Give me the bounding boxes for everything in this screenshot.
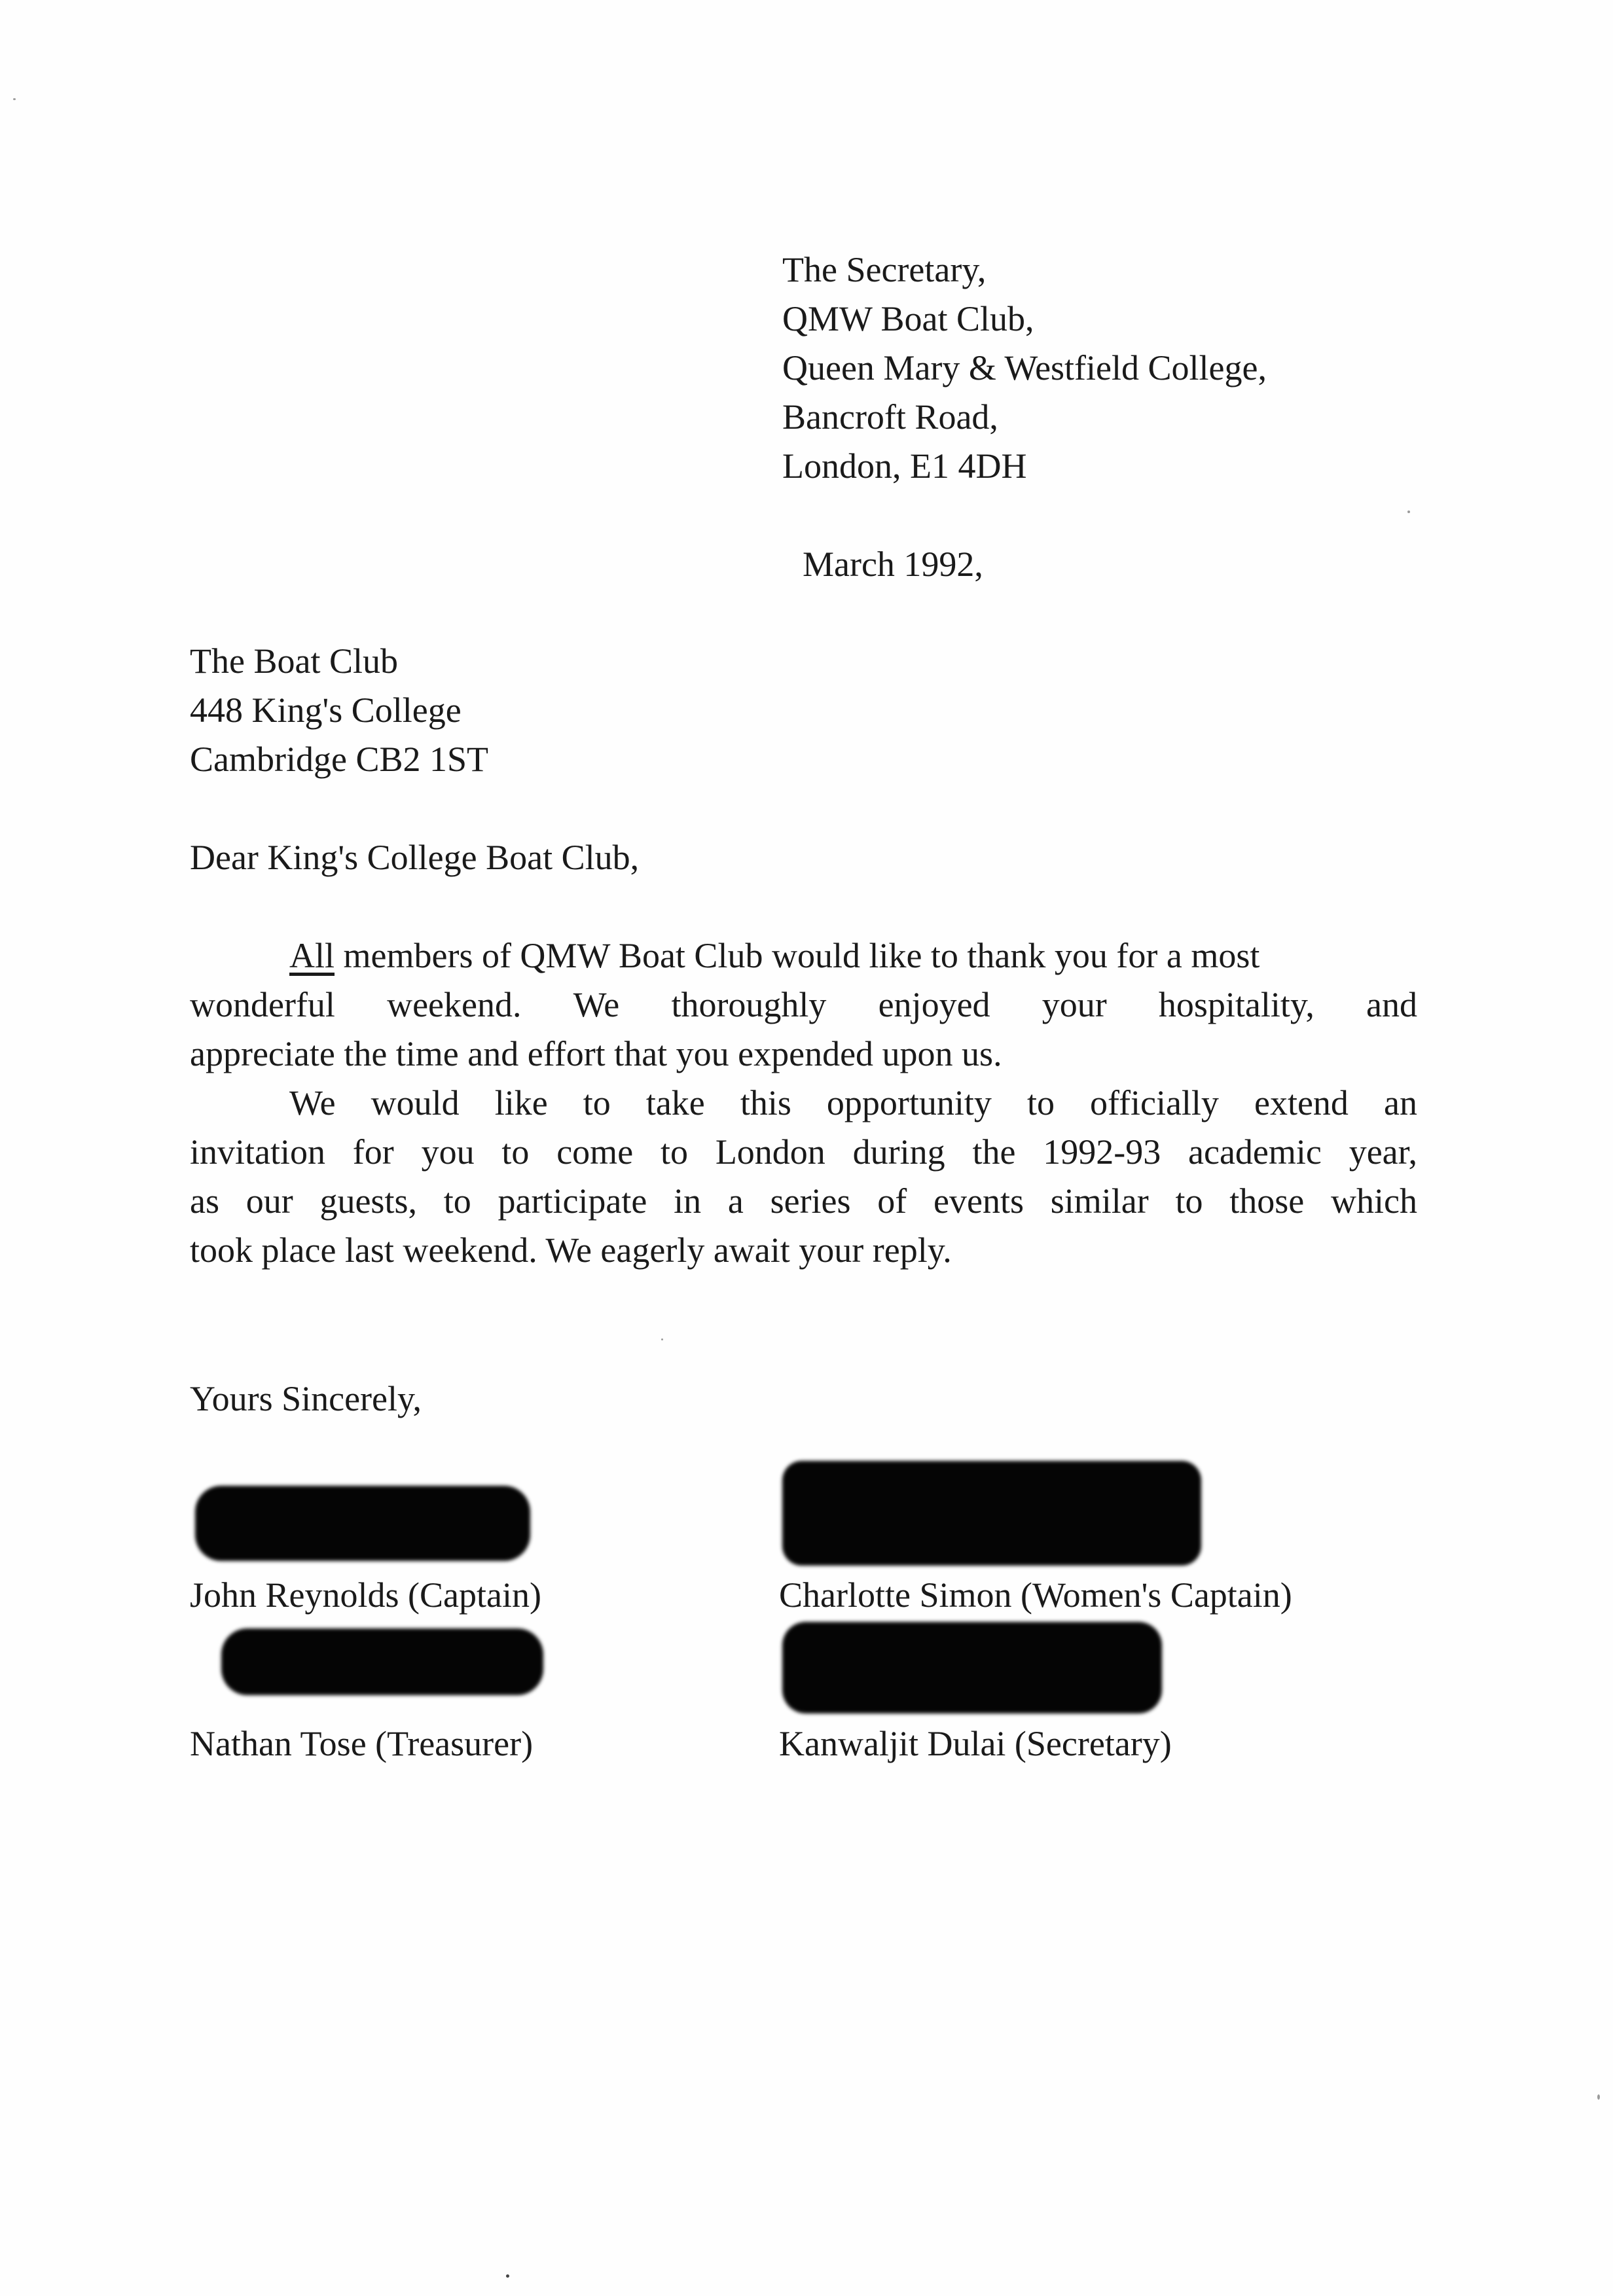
body-word: of <box>877 1181 907 1221</box>
body-word: to <box>583 1083 611 1122</box>
body-word: guests, <box>319 1181 417 1221</box>
recipient-address <box>190 637 488 784</box>
body-word: for <box>352 1132 394 1172</box>
scan-speck <box>1407 511 1410 513</box>
body-text-run: members of QMW Boat Club would like to thank you for a most <box>343 936 1260 975</box>
sender-address-line: QMW Boat Club, <box>782 299 1034 338</box>
body-word: our <box>245 1181 293 1221</box>
sender-address-line: London, E1 4DH <box>782 446 1027 486</box>
signatory-secretary: Kanwaljit Dulai (Secretary) <box>779 1724 1172 1763</box>
body-line <box>190 1177 1417 1226</box>
body-line <box>190 1079 1417 1128</box>
scan-speck <box>13 98 16 100</box>
body-word: enjoyed <box>878 985 990 1024</box>
body-word: would <box>371 1083 460 1122</box>
body-word: year, <box>1349 1132 1417 1172</box>
body-word: officially <box>1090 1083 1219 1122</box>
sender-address <box>782 245 1267 491</box>
body-word: in <box>674 1181 702 1221</box>
redacted-signature <box>782 1461 1201 1566</box>
body-word: to <box>501 1132 530 1172</box>
letter-date: March 1992, <box>803 545 983 584</box>
body-word: during <box>852 1132 945 1172</box>
salutation: Dear King's College Boat Club, <box>190 838 640 877</box>
body-word: 1992-93 <box>1043 1132 1161 1172</box>
signatory-womens-captain: Charlotte Simon (Women's Captain) <box>779 1575 1292 1615</box>
body-word: to <box>660 1132 688 1172</box>
sender-address-line: The Secretary, <box>782 250 987 289</box>
body-word: London <box>715 1132 825 1172</box>
recipient-address-line: 448 King's College <box>190 691 462 730</box>
body-word: participate <box>498 1181 647 1221</box>
body-word: events <box>933 1181 1024 1221</box>
body-word: extend <box>1254 1083 1349 1122</box>
body-word: similar <box>1050 1181 1149 1221</box>
body-line-text <box>289 931 1260 980</box>
sender-address-line: Queen Mary & Westfield College, <box>782 348 1267 387</box>
closing: Yours Sincerely, <box>190 1379 422 1418</box>
scan-speck <box>506 2274 509 2278</box>
redacted-signature <box>782 1622 1162 1713</box>
body-word: hospitality, <box>1158 985 1314 1024</box>
redacted-signature <box>195 1486 530 1561</box>
letter-body <box>190 931 1417 1275</box>
scan-speck <box>1597 2094 1600 2100</box>
body-word: the <box>972 1132 1016 1172</box>
body-word: series <box>770 1181 851 1221</box>
body-line <box>190 1128 1417 1177</box>
emphasis-word: All <box>289 936 335 975</box>
body-line <box>190 980 1417 1030</box>
body-word: to <box>443 1181 471 1221</box>
body-line <box>190 931 1417 980</box>
signatory-captain: John Reynolds (Captain) <box>190 1575 541 1615</box>
redacted-signature <box>221 1628 543 1695</box>
body-word: weekend. <box>387 985 522 1024</box>
body-word: as <box>190 1181 219 1221</box>
body-word: this <box>740 1083 791 1122</box>
body-word: to <box>1175 1181 1203 1221</box>
body-word: and <box>1366 985 1417 1024</box>
body-word: to <box>1026 1083 1055 1122</box>
body-word: an <box>1383 1083 1417 1122</box>
body-line-text: appreciate the time and effort that you expended upon us. <box>190 1034 1002 1073</box>
body-word: invitation <box>190 1132 325 1172</box>
body-line <box>190 1030 1417 1079</box>
body-word: which <box>1330 1181 1417 1221</box>
body-word: like <box>494 1083 548 1122</box>
body-word: your <box>1042 985 1107 1024</box>
body-line <box>190 1226 1417 1275</box>
body-word: those <box>1229 1181 1305 1221</box>
body-word: We <box>289 1083 336 1122</box>
recipient-address-line: Cambridge CB2 1ST <box>190 740 488 779</box>
body-word: you <box>421 1132 475 1172</box>
body-word: come <box>556 1132 634 1172</box>
body-line-text: took place last weekend. We eagerly await your reply. <box>190 1230 952 1270</box>
body-word: thoroughly <box>671 985 827 1024</box>
body-word: academic <box>1188 1132 1322 1172</box>
sender-address-line: Bancroft Road, <box>782 397 998 437</box>
recipient-address-line: The Boat Club <box>190 641 398 681</box>
body-word: opportunity <box>826 1083 992 1122</box>
signatory-treasurer: Nathan Tose (Treasurer) <box>190 1724 534 1763</box>
body-word: We <box>573 985 620 1024</box>
body-word: take <box>645 1083 705 1122</box>
scan-speck <box>661 1338 663 1340</box>
body-word: wonderful <box>190 985 335 1024</box>
body-word: a <box>727 1181 744 1221</box>
